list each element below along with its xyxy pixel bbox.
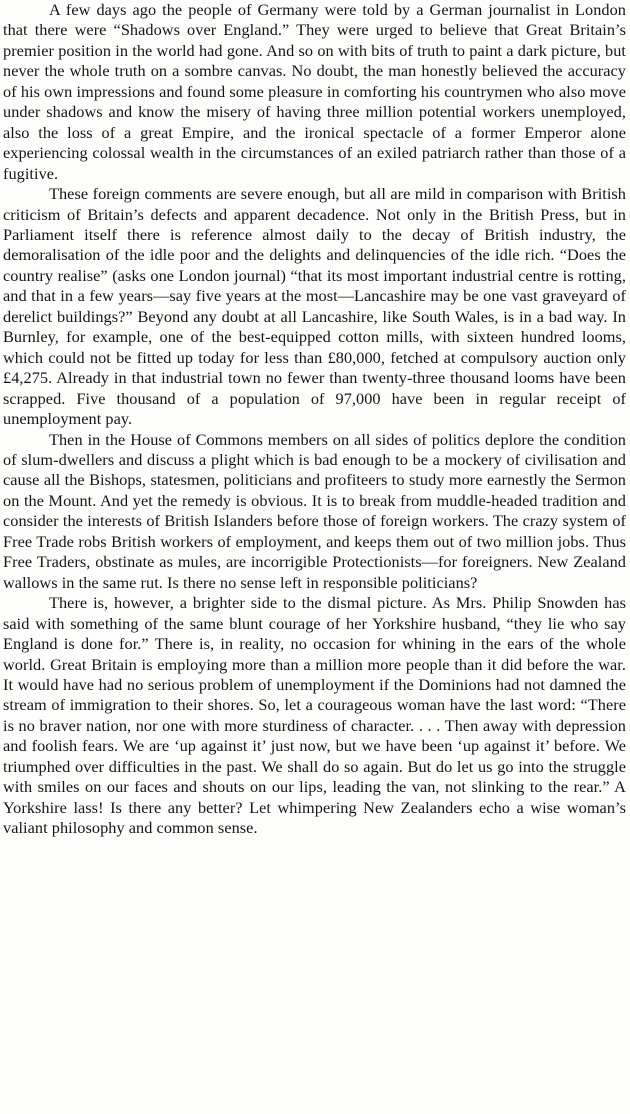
paragraph-british-criticism: These foreign comments are severe enough, but all are mild in comparison with British criticism of Britain’s defects and apparent decadence. Not only in the British Press, but in Parliament itself there is reference almost daily to the decay of British industry, the demoralisation of the idle poor and the delights and delinquencies of the idle rich. “Does the country realise” (asks one London journal) “that its most important industrial centre is rotting, and that in a few years—say five years at the most—Lancashire may be one vast graveyard of derelict buildings?” Beyond any doubt at all Lancashire, like South Wales, is in a bad way. In Burnley, for example, one of the best-equipped cotton mills, with sixteen hundred looms, which could not be fitted up today for less than £80,000, fetched at compulsory auction only £4,275. Already in that industrial town no fewer than twenty-three thousand looms have been scrapped. Five thousand of a population of 97,000 have been in regular receipt of unemployment pay. — [3, 184, 626, 429]
paragraph-shadows-over-england: A few days ago the people of Germany were told by a German journalist in London that there were “Shadows over England.” They were urged to believe that Great Britain’s premier position in the world had gone. And so on with bits of truth to paint a dark picture, but never the whole truth on a sombre canvas. No doubt, the man honestly believed the accuracy of his own impressions and found some pleasure in comforting his countrymen who also move under shadows and know the misery of having three million potential workers unemployed, also the loss of a great Empire, and the ironical spectacle of a former Emperor alone experiencing colossal wealth in the circumstances of an exiled patriarch rather than those of a fugitive. — [3, 0, 626, 183]
paragraph-house-of-commons: Then in the House of Commons members on all sides of politics deplore the condition of slum-dwellers and discuss a plight which is bad enough to be a mockery of civilisation and cause all the Bishops, statesmen, politicians and profiteers to study more earnestly the Sermon on the Mount. And yet the remedy is obvious. It is to break from muddle-headed tradition and consider the interests of British Islanders before those of foreign workers. The crazy system of Free Trade robs British workers of employment, and keeps them out of two million jobs. Thus Free Traders, obstinate as mules, are incorrigible Protectionists—for foreigners. New Zealand wallows in the same rut. Is there no sense left in responsible politicians? — [3, 429, 626, 592]
paragraph-brighter-side: There is, however, a brighter side to the dismal picture. As Mrs. Philip Snowden has said with something of the same blunt courage of her Yorkshire husband, “they lie who say England is done for.” There is, in reality, no occasion for whining in the ears of the whole world. Great Britain is employing more than a million more people than it did before the war. It would have had no serious problem of unemployment if the Dominions had not damned the stream of immigration to their shores. So, let a courageous woman have the last word: “There is no braver nation, nor one with more sturdiness of character. . . . Then away with depression and foolish fears. We are ‘up against it’ just now, but we have been ‘up against it’ before. We triumphed over difficulties in the past. We shall do so again. But do let us go into the struggle with smiles on our faces and shouts on our lips, leading the van, not slinking to the rear.” A Yorkshire lass! Is there any better? Let whimpering New Zealanders echo a wise woman’s valiant philosophy and common sense. — [3, 593, 626, 838]
